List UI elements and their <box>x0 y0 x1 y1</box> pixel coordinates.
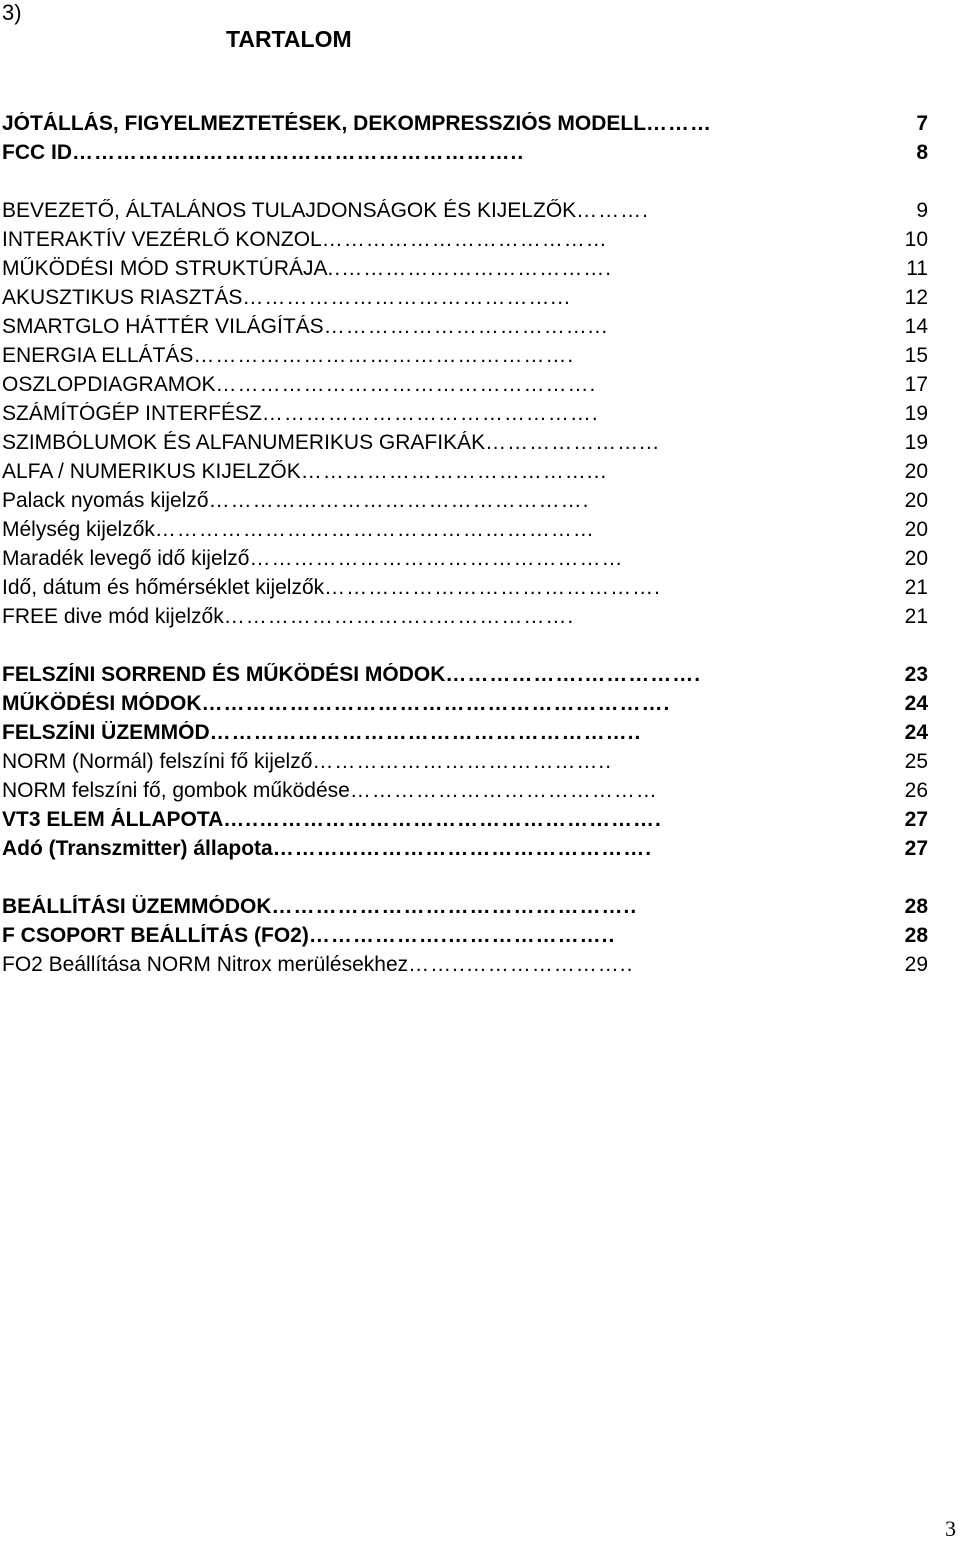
toc-entry-page: 8 <box>916 141 928 164</box>
toc-entry-leader: …..………………………………………………. <box>223 808 662 831</box>
toc-entry <box>2 721 928 750</box>
toc-entry <box>2 953 928 982</box>
toc-entry-page: 9 <box>916 199 928 222</box>
toc-entry-title: SZIMBÓLUMOK ÉS ALFANUMERIKUS GRAFIKÁK <box>2 431 486 454</box>
toc-entry <box>2 895 928 924</box>
toc-entry <box>2 605 928 634</box>
toc-entry-leader: ……………...…………………………………….. <box>72 141 525 164</box>
toc-entry-page: 17 <box>904 373 928 396</box>
toc-entry-page: 15 <box>904 344 928 367</box>
toc-entry-page: 20 <box>904 518 928 541</box>
toc-entry-leader: ………...…………………………………. <box>272 837 653 860</box>
toc-entry-title: ALFA / NUMERIKUS KIJELZŐK <box>2 460 301 483</box>
toc-entry-title: BEVEZETŐ, ÁLTALÁNOS TULAJDONSÁGOK ÉS KIJELZŐK <box>2 199 577 222</box>
toc-entry-page: 14 <box>904 315 928 338</box>
toc-entry-leader: ………………………………... <box>323 315 609 338</box>
toc-entry-page: 27 <box>904 808 928 831</box>
toc-entry-title: OSZLOPDIAGRAMOK <box>2 373 216 396</box>
toc-entry-page: 19 <box>904 402 928 425</box>
toc-entry-title: SMARTGLO HÁTTÉR VILÁGÍTÁS <box>2 315 324 338</box>
toc-entry-page: 24 <box>904 721 928 744</box>
toc-entry-page: 29 <box>904 953 928 976</box>
toc-entry-leader: ..………………………………. <box>327 257 613 280</box>
toc-entry-leader: ………………………………………. <box>324 576 661 599</box>
toc-entry-page: 28 <box>904 895 928 918</box>
toc-entry <box>2 750 928 779</box>
toc-entry <box>2 257 928 286</box>
toc-entry-title: Mélység kijelzők <box>2 518 155 541</box>
toc-entry-leader: ………………………………….. <box>312 750 613 773</box>
toc-entry-title: SZÁMÍTÓGÉP INTERFÉSZ <box>2 402 262 425</box>
toc-entry <box>2 489 928 518</box>
toc-entry-title: MŰKÖDÉSI MÓD STRUKTÚRÁJA <box>2 257 328 280</box>
toc-entry-page: 20 <box>904 547 928 570</box>
toc-entry-leader: ……… <box>646 112 713 135</box>
toc-entry-leader: ………………………………………. <box>261 402 599 425</box>
toc-entry-title: F CSOPORT BEÁLLÍTÁS (FO2) <box>2 924 309 947</box>
toc-entry-leader: ……………………………………... <box>242 286 571 309</box>
toc-entry-leader: ………………………………………………….. <box>209 721 642 744</box>
toc-entry-page: 26 <box>904 779 928 802</box>
toc-entry-leader: ………………………………… <box>321 228 608 251</box>
toc-entry-leader: ……………….………………….. <box>308 924 616 947</box>
toc-entry-title: FO2 Beállítása NORM Nitrox merülésekhez <box>2 953 409 976</box>
toc-entry <box>2 518 928 547</box>
toc-entry <box>2 837 928 866</box>
toc-entry <box>2 692 928 721</box>
toc-entry-leader: ………………………………………….. <box>271 895 638 918</box>
toc-entry-leader: ……………………………………………. <box>215 373 597 396</box>
toc-entry-title: ENERGIA ELLÁTÁS <box>2 344 194 367</box>
toc-entry-title: FELSZÍNI SORREND ÉS MŰKÖDÉSI MÓDOK <box>2 663 446 686</box>
toc-entry <box>2 779 928 808</box>
toc-entry <box>2 373 928 402</box>
toc-entry-leader: ………………………………………………………. <box>201 692 671 715</box>
toc-entry-leader: …………………………………… <box>349 779 658 802</box>
toc-entry-page: 24 <box>904 692 928 715</box>
toc-entry-leader: …………………………………... <box>300 460 608 483</box>
page-title: TARTALOM <box>226 26 352 52</box>
toc-entry-title: Palack nyomás kijelző <box>2 489 209 512</box>
toc-entry <box>2 547 928 576</box>
toc-entry <box>2 199 928 228</box>
toc-entry-title: NORM felszíni fő, gombok működése <box>2 779 350 802</box>
toc-entry <box>2 808 928 837</box>
toc-entry-leader: …………………………………………… <box>249 547 624 570</box>
toc-entry-page: 20 <box>904 460 928 483</box>
toc-entry-page: 25 <box>904 750 928 773</box>
toc-entry-page: 19 <box>904 431 928 454</box>
toc-entry <box>2 924 928 953</box>
toc-entry <box>2 576 928 605</box>
toc-entry-title: INTERAKTÍV VEZÉRLŐ KONZOL <box>2 228 322 251</box>
toc-entry-title: Maradék levegő idő kijelző <box>2 547 250 570</box>
toc-entry-leader: …………………... <box>485 431 660 454</box>
toc-entry-title: MŰKÖDÉSI MÓDOK <box>2 692 202 715</box>
section-number: 3) <box>2 0 22 25</box>
toc-entry <box>2 431 928 460</box>
toc-entry-title: AKUSZTIKUS RIASZTÁS <box>2 286 243 309</box>
toc-entry-title: Adó (Transzmitter) állapota <box>2 837 273 860</box>
toc-entry <box>2 460 928 489</box>
toc-entry <box>2 344 928 373</box>
toc-entry <box>2 228 928 257</box>
toc-entry-title: VT3 ELEM ÁLLAPOTA <box>2 808 224 831</box>
toc-entry-page: 21 <box>904 605 928 628</box>
toc-entry-leader: ………. <box>576 199 650 222</box>
toc-entry-page: 21 <box>904 576 928 599</box>
toc-entry-title: NORM (Normál) felszíni fő kijelző <box>2 750 313 773</box>
toc-entry-leader: ……………….……………. <box>445 663 702 686</box>
toc-entry-page: 28 <box>904 924 928 947</box>
toc-entry-leader: ………………………..………………. <box>223 605 575 628</box>
toc-entry-title: JÓTÁLLÁS, FIGYELMEZTETÉSEK, DEKOMPRESSZIÓS MODELL <box>2 112 647 135</box>
toc-entry-title: FELSZÍNI ÜZEMMÓD <box>2 721 210 744</box>
toc-entry <box>2 141 928 170</box>
toc-entry-page: 27 <box>904 837 928 860</box>
toc-entry-title: FREE dive mód kijelzők <box>2 605 224 628</box>
page-number: 3 <box>945 1516 956 1541</box>
toc-entry-page: 10 <box>904 228 928 251</box>
toc-entry-page: 20 <box>904 489 928 512</box>
toc-entry-title: FCC ID <box>2 141 72 164</box>
toc-entry-title: Idő, dátum és hőmérséklet kijelzők <box>2 576 325 599</box>
toc-entry <box>2 663 928 692</box>
toc-entry-leader: …………………………………………………… <box>154 518 595 541</box>
toc-entry-leader: ……………………………………………. <box>208 489 590 512</box>
toc-entry <box>2 286 928 315</box>
toc-entry-page: 12 <box>904 286 928 309</box>
toc-entry <box>2 315 928 344</box>
toc-entry <box>2 112 928 141</box>
toc-entry-leader: ……..………………….. <box>408 953 634 976</box>
toc-entry-page: 23 <box>904 663 928 686</box>
toc-entry-title: BEÁLLÍTÁSI ÜZEMMÓDOK <box>2 895 272 918</box>
toc-entry <box>2 402 928 431</box>
toc-entry-page: 11 <box>906 257 928 280</box>
toc-entry-page: 7 <box>916 112 928 135</box>
toc-entry-leader: ……………………………………………. <box>193 344 575 367</box>
